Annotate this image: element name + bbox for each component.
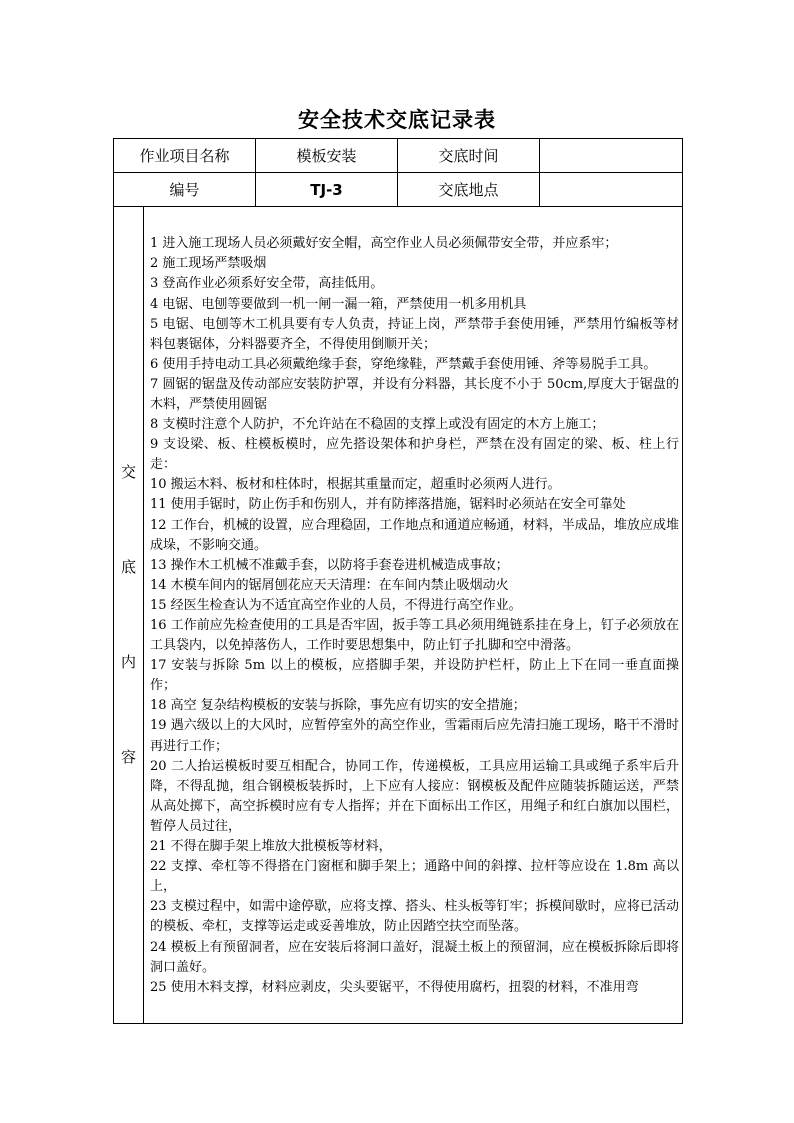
content-row xyxy=(114,207,683,1024)
project-name-value: 模板安装 xyxy=(256,139,398,173)
list-item: 24 模板上有预留洞者，应在安装后将洞口盖好，混凝土板上的预留洞，应在模板拆除后即将洞口盖好。 xyxy=(150,939,680,975)
list-item: 14 木模车间内的锯屑刨花应天天清理：在车间内禁止吸烟动火 xyxy=(150,577,509,593)
list-item: 17 安装与拆除 5m 以上的模板，应搭脚手架，并设防护栏杆，防止上下在同一垂直面操作； xyxy=(150,658,680,694)
header-row-1 xyxy=(114,139,683,173)
number-label: 编号 xyxy=(114,173,256,207)
section-label-char: 容 xyxy=(120,748,136,766)
section-label xyxy=(114,207,144,1024)
list-item: 16 工作前应先检查使用的工具是否牢固，扳手等工具必须用绳链系挂在身上，钉子必须放在工具袋内，以免掉落伤人，工作时要思想集中，防止钉子扎脚和空中滑落。 xyxy=(150,618,680,654)
list-item: 4 电锯、电刨等要做到一机一闸一漏一箱，严禁使用一机多用机具 xyxy=(150,296,527,312)
disclosure-place-value xyxy=(540,173,683,207)
disclosure-record-table xyxy=(113,138,683,1024)
section-label-char: 交 xyxy=(120,463,136,481)
list-item: 2 施工现场严禁吸烟 xyxy=(150,256,267,272)
disclosure-content xyxy=(144,207,683,1024)
safety-rules-list xyxy=(150,232,679,998)
list-item: 15 经医生检查认为不适宜高空作业的人员，不得进行高空作业。 xyxy=(150,597,522,613)
section-label-char: 内 xyxy=(120,653,136,671)
disclosure-time-value xyxy=(540,139,683,173)
list-item: 25 使用木料支撑，材料应剥皮，尖头要锯平，不得使用腐朽，扭裂的材料，不准用弯 xyxy=(150,979,639,995)
list-item: 12 工作台，机械的设置，应合理稳固，工作地点和通道应畅通，材料，半成品，堆放应成堆成垛，不影响交通。 xyxy=(150,517,680,553)
list-item: 7 圆锯的锯盘及传动部应安装防护罩，并设有分料器，其长度不小于 50cm,厚度大于锯盘的木料，严禁使用圆锯 xyxy=(150,376,680,412)
list-item: 5 电锯、电刨等木工机具要有专人负责，持证上岗，严禁带手套使用锤，严禁用竹编板等材料包裹锯体，分料器要齐全，不得使用倒顺开关； xyxy=(150,316,680,352)
disclosure-time-label: 交底时间 xyxy=(398,139,540,173)
list-item: 13 操作木工机械不准戴手套，以防将手套卷进机械造成事故； xyxy=(150,557,509,573)
list-item: 23 支模过程中，如需中途停歇，应将支撑、搭头、柱头板等钉牢；拆模间歇时，应将已活动的模板、牵杠，支撑等运走或妥善堆放，防止因踏空扶空而坠落。 xyxy=(150,899,680,935)
list-item: 22 支撑、牵杠等不得搭在门窗框和脚手架上；通路中间的斜撑、拉杆等应设在 1.8m 高以上， xyxy=(150,859,680,895)
list-item: 6 使用手持电动工具必须戴绝缘手套，穿绝缘鞋，严禁戴手套使用锤、斧等易脱手工具。 xyxy=(150,356,657,372)
list-item: 10 搬运木料、板材和柱体时，根据其重量而定，超重时必须两人进行。 xyxy=(150,477,561,493)
number-value: TJ-3 xyxy=(256,173,398,207)
page-title: 安全技术交底记录表 xyxy=(298,108,496,132)
list-item: 1 进入施工现场人员必须戴好安全帽，高空作业人员必须佩带安全带，并应系牢； xyxy=(150,236,618,252)
list-item: 11 使用手锯时，防止伤手和伤别人，并有防摔落措施，锯料时必须站在安全可靠处 xyxy=(150,497,626,513)
section-label-char: 底 xyxy=(120,558,136,576)
list-item: 9 支设梁、板、柱模板模时，应先搭设架体和护身栏，严禁在没有固定的梁、板、柱上行走： xyxy=(150,437,680,473)
project-name-label: 作业项目名称 xyxy=(114,139,256,173)
list-item: 20 二人抬运模板时要互相配合，协同工作，传递模板，工具应用运输工具或绳子系牢后升降，不得乱抛，组合钢模板装拆时，上下应有人接应：钢模板及配件应随装拆随运送，严禁从高处掷下，高空拆模时应有专人指挥；并在下面标出工作区，用绳子和红白旗加以围栏，暂停人员过往， xyxy=(150,758,680,834)
list-item: 8 支模时注意个人防护，不允许站在不稳固的支撑上或没有固定的木方上施工； xyxy=(150,417,605,433)
list-item: 21 不得在脚手架上堆放大批模板等材料， xyxy=(150,839,392,855)
header-row-2 xyxy=(114,173,683,207)
list-item: 19 遇六级以上的大风时，应暂停室外的高空作业，雪霜雨后应先清扫施工现场，略干不滑时再进行工作； xyxy=(150,718,680,754)
list-item: 3 登高作业必须系好安全带，高挂低用。 xyxy=(150,276,384,292)
disclosure-place-label: 交底地点 xyxy=(398,173,540,207)
list-item: 18 高空 复杂结构模板的安装与拆除，事先应有切实的安全措施； xyxy=(150,698,526,714)
